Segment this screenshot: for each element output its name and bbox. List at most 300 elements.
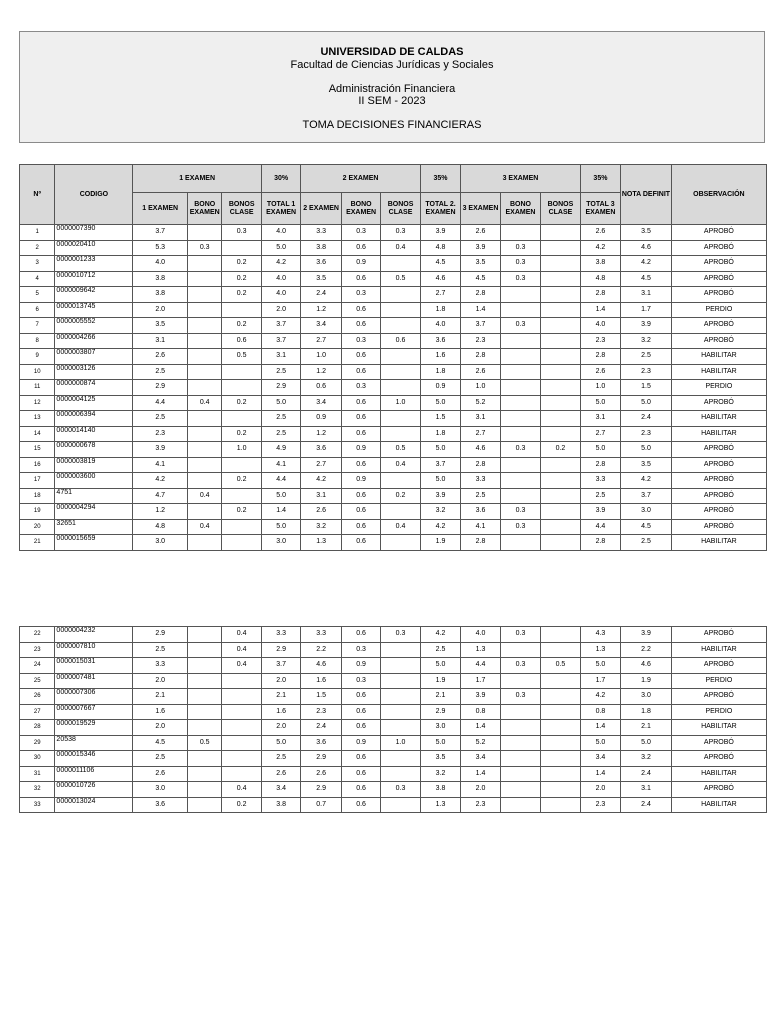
grade-cell: 2.4 [301, 720, 341, 736]
grade-cell: 2.6 [133, 766, 188, 782]
grade-cell: 0.3 [500, 240, 540, 256]
grade-cell: 3.4 [301, 318, 341, 334]
grade-cell: 3.9 [461, 240, 500, 256]
grade-cell [500, 364, 540, 380]
grade-cell: 0.6 [341, 349, 380, 365]
col-codigo: CODIGO [55, 165, 133, 225]
grade-cell: 4.6 [461, 442, 500, 458]
grade-cell: 3.5 [621, 457, 672, 473]
grade-cell: 0.4 [188, 488, 222, 504]
student-code: 0000007390 [55, 225, 133, 241]
grade-cell: 3.9 [461, 689, 500, 705]
grade-cell: 3.5 [621, 225, 672, 241]
grade-cell: 2.7 [301, 457, 341, 473]
grade-cell [222, 766, 261, 782]
grade-cell: 5.0 [261, 395, 300, 411]
grade-cell [188, 504, 222, 520]
grade-cell: 5.0 [580, 658, 620, 674]
grade-cell: 2.9 [133, 380, 188, 396]
table-row [20, 782, 767, 798]
grade-cell: 3.0 [261, 535, 300, 551]
table-row [20, 519, 767, 535]
grade-cell: 0.6 [341, 504, 380, 520]
grade-cell: 0.4 [222, 782, 261, 798]
table-row [20, 256, 767, 272]
grade-cell: 1.0 [381, 395, 420, 411]
grade-cell: 2.7 [301, 333, 341, 349]
grade-cell: 2.4 [621, 411, 672, 427]
grade-cell: 0.9 [341, 442, 380, 458]
grade-cell: 0.6 [341, 426, 380, 442]
observation-cell: PERDIO [671, 673, 766, 689]
subheader-cell: BONO EXAMEN [188, 193, 222, 225]
grade-cell: 5.3 [133, 240, 188, 256]
grade-cell [188, 271, 222, 287]
grade-cell: 0.6 [341, 411, 380, 427]
grade-cell [222, 364, 261, 380]
table-row [20, 225, 767, 241]
grade-cell [541, 240, 580, 256]
grade-cell: 0.6 [341, 457, 380, 473]
grade-cell: 0.3 [500, 504, 540, 520]
grade-cell: 1.2 [301, 426, 341, 442]
grade-cell: 0.4 [381, 240, 420, 256]
grade-cell [541, 411, 580, 427]
grade-cell: 5.0 [420, 658, 460, 674]
grade-cell: 5.0 [580, 395, 620, 411]
observation-cell: PERDIO [671, 704, 766, 720]
grade-cell: 3.9 [133, 442, 188, 458]
grade-cell [500, 395, 540, 411]
grade-cell: 1.3 [301, 535, 341, 551]
grade-cell [541, 504, 580, 520]
grade-cell: 4.8 [133, 519, 188, 535]
grade-cell: 4.1 [133, 457, 188, 473]
grade-cell [222, 380, 261, 396]
grade-cell [188, 797, 222, 813]
grade-cell: 4.5 [133, 735, 188, 751]
grade-cell: 0.2 [222, 271, 261, 287]
student-code: 0000015346 [55, 751, 133, 767]
grade-cell: 1.7 [580, 673, 620, 689]
grade-cell: 2.4 [621, 797, 672, 813]
grade-cell: 2.7 [420, 287, 460, 303]
grade-cell: 4.1 [461, 519, 500, 535]
grade-cell [188, 380, 222, 396]
grade-cell [188, 442, 222, 458]
grade-cell: 0.6 [341, 302, 380, 318]
grade-cell: 0.5 [381, 442, 420, 458]
grade-cell [541, 256, 580, 272]
subheader-cell: 3 EXAMEN [461, 193, 500, 225]
observation-cell: PERDIO [671, 302, 766, 318]
grade-cell: 2.2 [621, 642, 672, 658]
grade-cell: 2.3 [580, 333, 620, 349]
grade-cell: 4.5 [621, 271, 672, 287]
grade-cell: 5.0 [261, 240, 300, 256]
grade-cell: 5.0 [621, 735, 672, 751]
observation-cell: APROBÓ [671, 442, 766, 458]
observation-cell: PERDIO [671, 380, 766, 396]
grade-cell [222, 302, 261, 318]
grade-cell [381, 380, 420, 396]
grade-cell [381, 504, 420, 520]
grade-cell [500, 457, 540, 473]
grade-cell: 3.7 [420, 457, 460, 473]
pct-exam-2: 35% [420, 165, 460, 193]
observation-cell: HABILITAR [671, 766, 766, 782]
observation-cell: APROBÓ [671, 504, 766, 520]
grade-cell: 3.7 [621, 488, 672, 504]
row-number: 19 [20, 504, 55, 520]
grade-cell: 1.9 [621, 673, 672, 689]
grade-cell [500, 411, 540, 427]
grade-cell [541, 627, 580, 643]
grade-cell: 0.3 [500, 519, 540, 535]
table-row [20, 720, 767, 736]
grade-cell: 2.9 [420, 704, 460, 720]
grade-cell [541, 797, 580, 813]
observation-cell: HABILITAR [671, 720, 766, 736]
grade-cell: 3.1 [621, 782, 672, 798]
grade-cell: 1.5 [621, 380, 672, 396]
student-code: 0000006394 [55, 411, 133, 427]
grade-cell: 0.2 [541, 442, 580, 458]
subheader-cell: BONO EXAMEN [341, 193, 380, 225]
student-code: 0000020410 [55, 240, 133, 256]
table-row [20, 473, 767, 489]
grade-cell: 2.1 [261, 689, 300, 705]
grade-cell: 1.6 [261, 704, 300, 720]
row-number: 27 [20, 704, 55, 720]
grade-cell: 4.2 [420, 519, 460, 535]
grade-cell: 0.5 [541, 658, 580, 674]
grade-cell: 2.4 [621, 766, 672, 782]
grade-cell [188, 302, 222, 318]
row-number: 10 [20, 364, 55, 380]
grade-cell: 3.8 [261, 797, 300, 813]
grade-cell [381, 411, 420, 427]
grade-cell: 2.0 [261, 302, 300, 318]
grade-cell: 4.2 [420, 627, 460, 643]
grade-cell: 3.5 [133, 318, 188, 334]
subheader-cell: 2 EXAMEN [301, 193, 341, 225]
grade-cell [381, 689, 420, 705]
grade-cell: 3.3 [461, 473, 500, 489]
observation-cell: APROBÓ [671, 395, 766, 411]
row-number: 21 [20, 535, 55, 551]
table-row [20, 704, 767, 720]
grade-cell: 0.2 [222, 318, 261, 334]
row-number: 15 [20, 442, 55, 458]
grade-cell: 0.2 [222, 426, 261, 442]
grade-cell: 3.8 [420, 782, 460, 798]
grade-cell: 2.0 [261, 720, 300, 736]
row-number: 8 [20, 333, 55, 349]
grade-cell: 2.3 [461, 333, 500, 349]
row-number: 13 [20, 411, 55, 427]
grade-cell: 4.2 [301, 473, 341, 489]
grade-cell: 5.0 [261, 519, 300, 535]
subheader-cell: TOTAL 2. EXAMEN [420, 193, 460, 225]
row-number: 26 [20, 689, 55, 705]
grade-cell [188, 689, 222, 705]
row-number: 24 [20, 658, 55, 674]
grade-cell: 3.3 [133, 658, 188, 674]
grade-cell: 4.8 [420, 240, 460, 256]
grade-cell: 5.0 [420, 442, 460, 458]
grade-cell: 0.6 [341, 720, 380, 736]
grade-cell: 2.3 [621, 364, 672, 380]
grade-cell: 2.2 [301, 642, 341, 658]
grade-cell: 4.2 [621, 473, 672, 489]
grade-cell: 4.0 [261, 287, 300, 303]
grade-cell: 0.2 [381, 488, 420, 504]
grade-cell: 0.3 [381, 225, 420, 241]
grade-cell: 1.6 [420, 349, 460, 365]
col-nota-definit: NOTA DEFINIT [621, 165, 672, 225]
grade-cell [541, 395, 580, 411]
grade-cell: 2.9 [261, 380, 300, 396]
grade-cell [541, 782, 580, 798]
grade-cell: 3.2 [420, 766, 460, 782]
table-row [20, 349, 767, 365]
grade-cell [188, 333, 222, 349]
row-number: 6 [20, 302, 55, 318]
grade-cell: 2.5 [261, 426, 300, 442]
grade-cell: 0.3 [341, 380, 380, 396]
grade-cell [541, 473, 580, 489]
grade-cell: 3.7 [261, 318, 300, 334]
grade-cell: 2.7 [461, 426, 500, 442]
grade-cell: 1.9 [420, 535, 460, 551]
grade-cell [381, 658, 420, 674]
grade-cell [541, 766, 580, 782]
grade-cell [541, 333, 580, 349]
grade-cell [500, 488, 540, 504]
grade-cell [381, 766, 420, 782]
grade-cell: 5.0 [621, 395, 672, 411]
row-number: 31 [20, 766, 55, 782]
grade-cell: 1.0 [580, 380, 620, 396]
observation-cell: APROBÓ [671, 318, 766, 334]
grade-cell [500, 704, 540, 720]
grade-cell [541, 287, 580, 303]
grade-cell: 1.8 [621, 704, 672, 720]
grade-cell: 0.3 [222, 225, 261, 241]
grade-cell: 2.0 [261, 673, 300, 689]
grade-cell: 3.0 [420, 720, 460, 736]
grade-cell: 1.3 [461, 642, 500, 658]
grade-cell: 2.8 [461, 349, 500, 365]
grade-cell [222, 720, 261, 736]
grade-cell: 3.7 [261, 658, 300, 674]
grade-cell: 0.2 [222, 395, 261, 411]
table-row [20, 287, 767, 303]
grade-cell [222, 735, 261, 751]
row-number: 16 [20, 457, 55, 473]
observation-cell: APROBÓ [671, 333, 766, 349]
observation-cell: APROBÓ [671, 473, 766, 489]
grade-cell [500, 735, 540, 751]
grade-cell: 1.4 [580, 302, 620, 318]
grade-cell: 5.0 [580, 442, 620, 458]
grade-cell: 3.0 [133, 782, 188, 798]
grade-cell: 2.9 [261, 642, 300, 658]
grade-cell: 2.8 [580, 535, 620, 551]
grade-cell [188, 782, 222, 798]
grade-cell: 0.3 [500, 271, 540, 287]
grade-cell: 0.6 [301, 380, 341, 396]
grade-cell [381, 302, 420, 318]
grade-cell: 2.1 [133, 689, 188, 705]
grade-cell: 1.4 [461, 302, 500, 318]
grade-cell [500, 225, 540, 241]
grade-cell: 1.8 [420, 302, 460, 318]
grade-cell [188, 225, 222, 241]
grade-cell [541, 225, 580, 241]
grade-cell: 3.4 [261, 782, 300, 798]
grade-cell: 2.5 [133, 364, 188, 380]
observation-cell: HABILITAR [671, 349, 766, 365]
grade-cell: 2.5 [261, 411, 300, 427]
grade-cell: 0.6 [341, 627, 380, 643]
grade-cell: 2.5 [420, 642, 460, 658]
report-header [19, 31, 765, 143]
grade-cell [381, 704, 420, 720]
grade-cell: 2.0 [580, 782, 620, 798]
grade-cell: 2.5 [133, 751, 188, 767]
grade-cell: 4.2 [133, 473, 188, 489]
grade-cell [222, 751, 261, 767]
grade-cell: 4.1 [261, 457, 300, 473]
grade-cell [500, 766, 540, 782]
grade-cell: 0.3 [500, 627, 540, 643]
grade-cell: 3.3 [580, 473, 620, 489]
grade-cell: 0.6 [341, 519, 380, 535]
grade-cell [381, 287, 420, 303]
grade-cell: 4.8 [580, 271, 620, 287]
grade-cell: 0.3 [341, 225, 380, 241]
grade-cell: 2.9 [301, 782, 341, 798]
grade-cell [500, 782, 540, 798]
grade-cell [500, 302, 540, 318]
grade-cell [381, 720, 420, 736]
table-row [20, 318, 767, 334]
university-name: UNIVERSIDAD DE CALDAS [320, 46, 464, 58]
row-number: 33 [20, 797, 55, 813]
grade-cell [222, 519, 261, 535]
grade-cell: 4.6 [301, 658, 341, 674]
grade-cell: 2.8 [580, 287, 620, 303]
observation-cell: APROBÓ [671, 287, 766, 303]
grade-cell: 0.9 [341, 735, 380, 751]
row-number: 14 [20, 426, 55, 442]
table-row [20, 797, 767, 813]
subheader-cell: BONOS CLASE [222, 193, 261, 225]
grade-cell: 0.3 [500, 256, 540, 272]
grade-cell: 2.6 [580, 364, 620, 380]
table-row [20, 240, 767, 256]
grade-cell [188, 426, 222, 442]
grade-cell: 3.8 [580, 256, 620, 272]
table-row [20, 380, 767, 396]
col-observacion: OBSERVACIÓN [671, 165, 766, 225]
grade-cell [188, 673, 222, 689]
grade-cell: 4.7 [133, 488, 188, 504]
grade-cell [541, 271, 580, 287]
table-row [20, 395, 767, 411]
row-number: 2 [20, 240, 55, 256]
grade-cell: 0.3 [381, 627, 420, 643]
grade-cell: 0.3 [500, 658, 540, 674]
grade-cell: 1.4 [461, 720, 500, 736]
grade-cell [500, 797, 540, 813]
grade-cell: 4.2 [261, 256, 300, 272]
grade-cell: 0.3 [188, 240, 222, 256]
grade-cell: 2.6 [261, 766, 300, 782]
grade-cell: 2.5 [461, 488, 500, 504]
row-number: 20 [20, 519, 55, 535]
grade-cell: 3.4 [580, 751, 620, 767]
grade-cell: 2.5 [261, 751, 300, 767]
grade-cell [188, 349, 222, 365]
grade-cell [541, 380, 580, 396]
grade-cell: 0.5 [188, 735, 222, 751]
student-code: 0000011106 [55, 766, 133, 782]
student-code: 0000000874 [55, 380, 133, 396]
table-row [20, 642, 767, 658]
grade-cell: 1.4 [261, 504, 300, 520]
grade-cell [381, 349, 420, 365]
grade-cell: 1.3 [580, 642, 620, 658]
row-number: 32 [20, 782, 55, 798]
grade-cell: 0.5 [222, 349, 261, 365]
grade-cell [541, 302, 580, 318]
grade-cell [222, 535, 261, 551]
grade-cell: 0.4 [222, 627, 261, 643]
grade-cell: 0.6 [341, 318, 380, 334]
grade-cell [500, 287, 540, 303]
student-code: 0000005552 [55, 318, 133, 334]
grade-cell: 0.4 [188, 395, 222, 411]
grade-cell [381, 751, 420, 767]
grade-cell: 3.7 [261, 333, 300, 349]
grade-cell [381, 673, 420, 689]
grade-cell [541, 488, 580, 504]
grade-cell [188, 287, 222, 303]
grade-cell: 4.4 [461, 658, 500, 674]
grade-cell [541, 704, 580, 720]
subheader-cell: TOTAL 1 EXAMEN [261, 193, 300, 225]
table-row [20, 442, 767, 458]
grade-cell: 4.2 [621, 256, 672, 272]
grade-cell: 4.0 [580, 318, 620, 334]
grade-cell: 1.6 [301, 673, 341, 689]
grade-cell: 3.1 [261, 349, 300, 365]
student-code: 0000003807 [55, 349, 133, 365]
table-row [20, 766, 767, 782]
grade-cell [188, 535, 222, 551]
row-number: 4 [20, 271, 55, 287]
table-row [20, 426, 767, 442]
grade-cell: 3.0 [621, 504, 672, 520]
grade-cell: 1.2 [301, 302, 341, 318]
observation-cell: APROBÓ [671, 240, 766, 256]
grade-cell: 0.7 [301, 797, 341, 813]
grade-cell [541, 642, 580, 658]
group-exam-3: 3 EXAMEN [461, 165, 580, 193]
